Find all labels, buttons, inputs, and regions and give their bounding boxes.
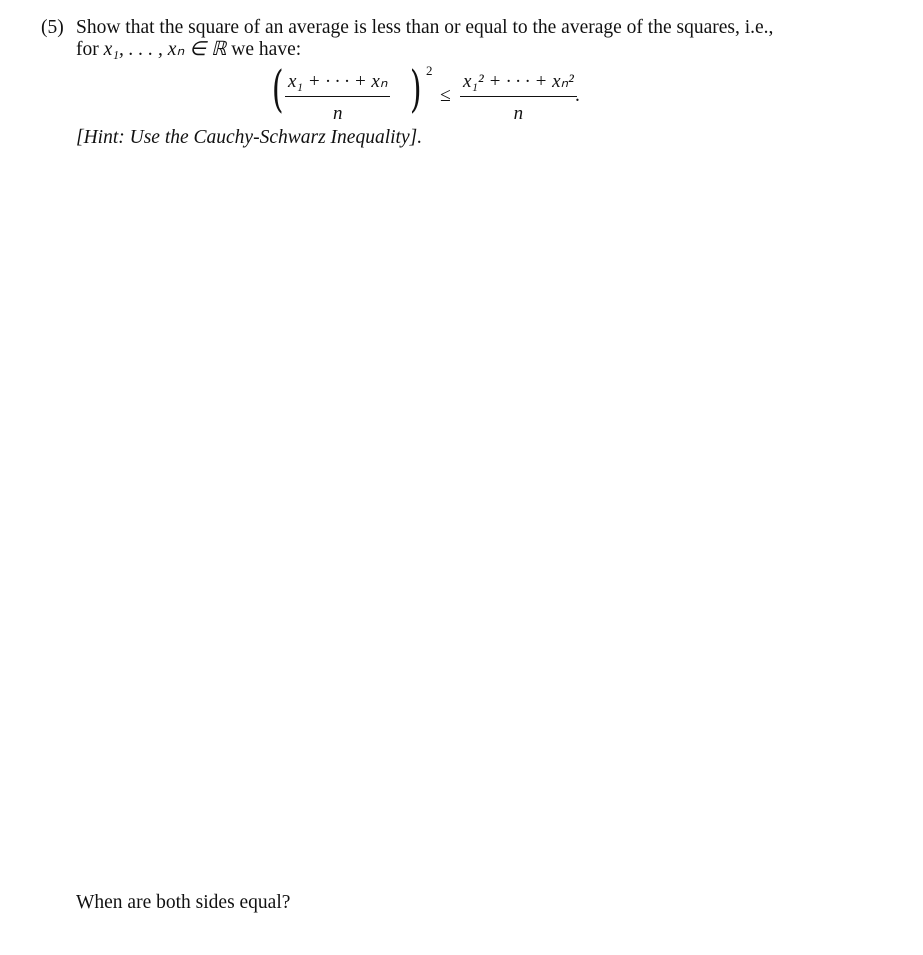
lhs-numerator: x₁ + · · · + xₙ bbox=[288, 71, 388, 92]
problem-statement-line2 bbox=[76, 40, 301, 60]
problem-statement-line1: Show that the square of an average is less than or equal to the average of the squares, i.e., bbox=[76, 17, 774, 38]
formula-end: . bbox=[575, 85, 580, 106]
relation-symbol: ≤ bbox=[440, 85, 451, 106]
left-paren: ( bbox=[271, 60, 284, 118]
followup-question: When are both sides equal? bbox=[76, 892, 291, 913]
lhs-exponent: 2 bbox=[426, 63, 433, 78]
rhs-denominator: n bbox=[513, 103, 524, 124]
right-paren: ) bbox=[409, 60, 422, 118]
line2-prefix: for bbox=[76, 39, 99, 60]
lhs-denominator: n bbox=[332, 103, 343, 124]
rhs-numerator: x₁² + · · · + xₙ² bbox=[463, 71, 574, 92]
hint-text: [Hint: Use the Cauchy-Schwarz Inequality]. bbox=[76, 127, 423, 148]
rhs-fraction bbox=[460, 70, 577, 125]
line2-variables: x₁, . . . , xₙ ∈ ℝ bbox=[103, 39, 227, 60]
problem-number: (5) bbox=[41, 17, 64, 38]
line2-suffix: we have: bbox=[231, 39, 302, 60]
lhs-fraction bbox=[285, 70, 390, 125]
